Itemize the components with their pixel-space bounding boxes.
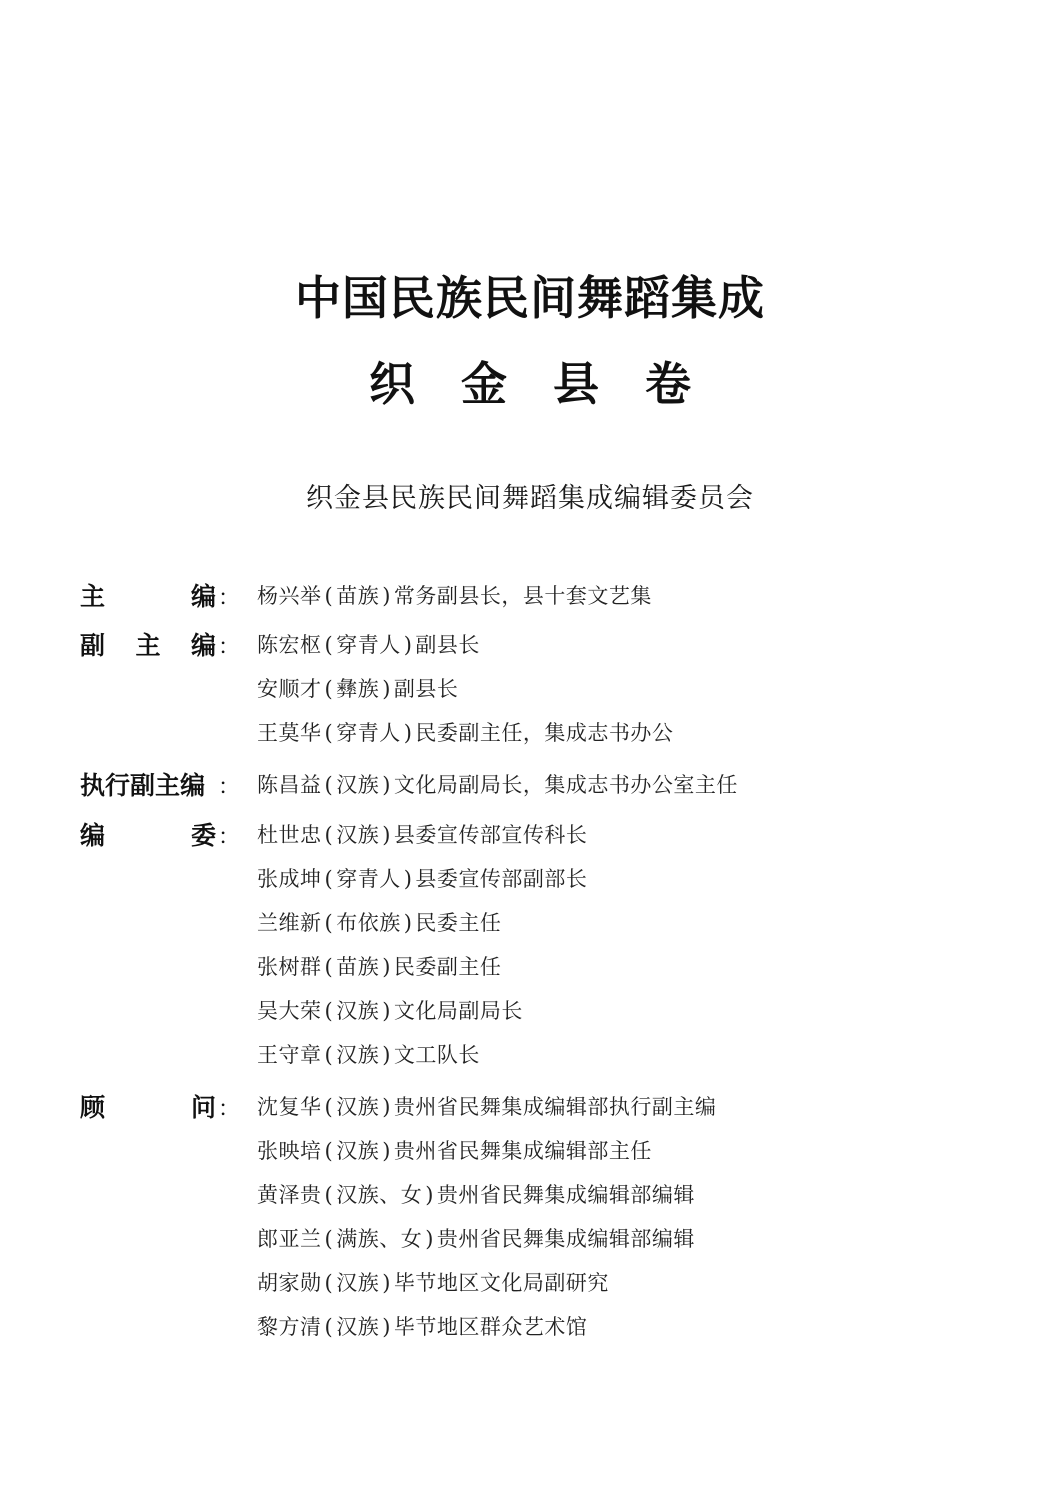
- member-name: 黎方清: [257, 1315, 322, 1339]
- member-position: 副县长: [393, 677, 459, 701]
- role-label-text: [80, 577, 216, 613]
- member-line: 兰维新 ( 布依族 ) 民委主任: [257, 911, 502, 935]
- member-name: 张树群: [257, 955, 322, 979]
- committee-name: 织金县民族民间舞蹈集成编辑委员会: [306, 483, 754, 514]
- role-label-char: 顾: [80, 1093, 106, 1122]
- member-position: 贵州省民舞集成编辑部执行副主编: [393, 1095, 717, 1119]
- member-name: 吴大荣: [257, 999, 322, 1023]
- member-ethnicity: 汉族、女: [336, 1183, 423, 1207]
- member-line: 沈复华 ( 汉族 ) 贵州省民舞集成编辑部执行副主编: [257, 1095, 717, 1119]
- member-ethnicity: 穿青人: [336, 867, 401, 891]
- member-position: 副县长: [415, 633, 480, 657]
- member-position: 县委宣传部副部长: [415, 867, 588, 891]
- role-label-char: 问: [190, 1093, 216, 1122]
- member-line: 安顺才 ( 彝族 ) 副县长: [257, 677, 459, 701]
- member-ethnicity: 穿青人: [336, 633, 401, 657]
- member-line: 杜世忠 ( 汉族 ) 县委宣传部宣传科长: [257, 823, 588, 847]
- role-label-char: 行: [105, 771, 131, 800]
- member-position: 民委副主任: [393, 955, 502, 979]
- member-ethnicity: 汉族: [336, 773, 380, 797]
- member-line: 郎亚兰 ( 满族、女 ) 贵州省民舞集成编辑部编辑: [257, 1227, 695, 1251]
- role-label-char: 主: [155, 771, 181, 800]
- member-ethnicity: 彝族: [336, 677, 380, 701]
- member-line: 张成坤 ( 穿青人 ) 县委宣传部副部长: [257, 867, 588, 891]
- member-name: 兰维新: [257, 911, 322, 935]
- member-name: 杜世忠: [257, 823, 322, 847]
- member-ethnicity: 汉族: [336, 1139, 380, 1163]
- member-name: 安顺才: [257, 677, 322, 701]
- role-label-char: 副: [130, 771, 156, 800]
- member-ethnicity: 满族、女: [336, 1227, 423, 1251]
- member-ethnicity: 苗族: [336, 955, 380, 979]
- role-label-char: 委: [190, 821, 216, 850]
- member-position: 贵州省民舞集成编辑部编辑: [436, 1183, 695, 1207]
- member-line: 王莫华 ( 穿青人 ) 民委副主任，集成志书办公: [257, 721, 674, 745]
- role-label-char: 副: [80, 631, 106, 660]
- role-label-char: 编: [180, 771, 206, 800]
- member-name: 王莫华: [257, 721, 322, 745]
- member-name: 黄泽贵: [257, 1183, 322, 1207]
- role-label-char: 主: [135, 631, 161, 660]
- member-position: 毕节地区群众艺术馆: [393, 1315, 588, 1339]
- role-label-char: 编: [80, 821, 106, 850]
- role-label-editorial-board: [80, 816, 240, 852]
- member-line: 胡家勋 ( 汉族 ) 毕节地区文化局副研究: [257, 1271, 609, 1295]
- member-line: 杨兴举 ( 苗族 ) 常务副县长，县十套文艺集: [257, 584, 652, 608]
- member-line: 王守章 ( 汉族 ) 文工队长: [257, 1043, 480, 1067]
- role-label-colon: ：: [217, 635, 240, 660]
- member-ethnicity: 汉族: [336, 1043, 380, 1067]
- volume-title: 织金县卷: [369, 357, 737, 411]
- role-label-text: [80, 626, 216, 662]
- member-ethnicity: 苗族: [336, 584, 380, 608]
- role-label-advisors: [80, 1088, 240, 1124]
- member-ethnicity: 汉族: [336, 999, 380, 1023]
- member-position: 贵州省民舞集成编辑部编辑: [436, 1227, 695, 1251]
- role-label-char: 编: [190, 582, 216, 611]
- role-label-colon: ：: [217, 586, 240, 611]
- member-position: 贵州省民舞集成编辑部主任: [393, 1139, 652, 1163]
- member-ethnicity: 汉族: [336, 1095, 380, 1119]
- member-line: 黎方清 ( 汉族 ) 毕节地区群众艺术馆: [257, 1315, 588, 1339]
- member-name: 郎亚兰: [257, 1227, 322, 1251]
- member-line: 黄泽贵 ( 汉族、女 ) 贵州省民舞集成编辑部编辑: [257, 1183, 695, 1207]
- role-label-text: [80, 766, 216, 802]
- member-line: 陈宏枢 ( 穿青人 ) 副县长: [257, 633, 480, 657]
- role-label-chief-editor: [80, 577, 240, 613]
- member-line: 张树群 ( 苗族 ) 民委副主任: [257, 955, 502, 979]
- member-name: 胡家勋: [257, 1271, 322, 1295]
- member-position: 毕节地区文化局副研究: [393, 1271, 609, 1295]
- role-label-deputy-chief-editor: [80, 626, 240, 662]
- member-position: 民委主任: [415, 911, 502, 935]
- member-name: 张映培: [257, 1139, 322, 1163]
- member-position: 文化局副局长，集成志书办公室主任: [393, 773, 738, 797]
- member-ethnicity: 汉族: [336, 1271, 380, 1295]
- member-ethnicity: 布依族: [336, 911, 401, 935]
- member-position: 文化局副局长: [393, 999, 523, 1023]
- role-label-char: 执: [80, 771, 106, 800]
- member-name: 张成坤: [257, 867, 322, 891]
- member-position: 民委副主任，集成志书办公: [415, 721, 674, 745]
- member-position: 县委宣传部宣传科长: [393, 823, 588, 847]
- member-ethnicity: 汉族: [336, 1315, 380, 1339]
- member-ethnicity: 穿青人: [336, 721, 401, 745]
- role-label-colon: ：: [217, 1097, 240, 1122]
- member-name: 杨兴举: [257, 584, 322, 608]
- role-label-text: [80, 816, 216, 852]
- member-name: 王守章: [257, 1043, 322, 1067]
- role-label-char: 主: [80, 582, 106, 611]
- member-ethnicity: 汉族: [336, 823, 380, 847]
- member-name: 陈宏枢: [257, 633, 322, 657]
- role-label-executive-deputy-editor: [80, 766, 240, 802]
- role-label-char: 编: [190, 631, 216, 660]
- member-line: 陈昌益 ( 汉族 ) 文化局副局长，集成志书办公室主任: [257, 773, 738, 797]
- role-label-colon: ：: [217, 775, 240, 800]
- main-title: 中国民族民间舞蹈集成: [295, 271, 765, 325]
- member-line: 吴大荣 ( 汉族 ) 文化局副局长: [257, 999, 523, 1023]
- member-line: 张映培 ( 汉族 ) 贵州省民舞集成编辑部主任: [257, 1139, 652, 1163]
- member-position: 常务副县长，县十套文艺集: [393, 584, 652, 608]
- member-name: 沈复华: [257, 1095, 322, 1119]
- member-position: 文工队长: [393, 1043, 480, 1067]
- role-label-colon: ：: [217, 825, 240, 850]
- member-name: 陈昌益: [257, 773, 322, 797]
- role-label-text: [80, 1088, 216, 1124]
